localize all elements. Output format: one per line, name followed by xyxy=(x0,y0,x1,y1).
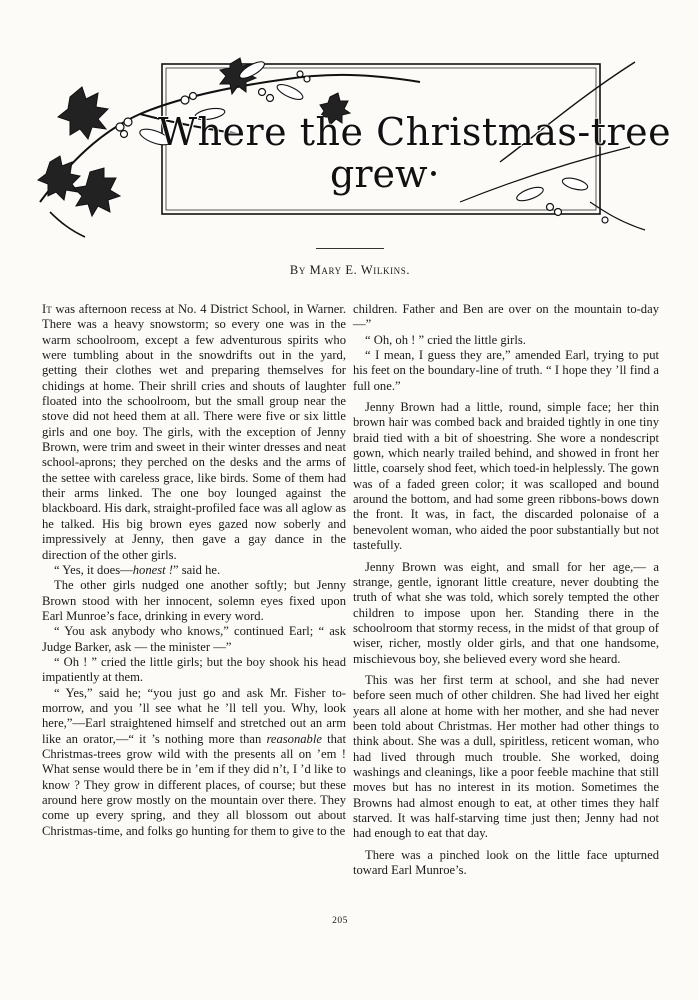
paragraph: “ Oh ! ” cried the little girls; but the boy shook his head impatiently at them. xyxy=(42,654,346,685)
text-column-left xyxy=(42,302,346,839)
paragraph-text: “ Yes, it does— xyxy=(54,562,133,577)
paragraph-text: that Christmas-trees grow wild with the presents all on ’em ! What sense would there be in ’em if they did n’t, I ’d like to know ? They grow in different places, of course; but these around here grow mostly on the mountain over there. They come up every spring, and they all blossom out about Christmas-time, and folks go hunting for them to give to the xyxy=(42,731,346,838)
paragraph: Jenny Brown was eight, and small for her age,— a strange, gentle, ignorant little creature, never doubting the truth of what she was told, which sorely tempted the other children to impose upon her. Standing there in the schoolroom that stormy recess, in the midst of that group of wiser, richer, mostly older girls, and that one handsome, mischievous boy, she believed every word she heard. xyxy=(353,559,659,666)
paragraph: Jenny Brown had a little, round, simple face; her thin brown hair was combed back and braided tightly in one tiny braid tied with a bit of shoestring. She wore a nondescript gown, which nearly trailed behind, and showed in front her little, coarsely shod feet, which toed-in helplessly. The gown was of a faded green color; it was scalloped and bound around the bottom, and had some green ribbons-bows down the front. It was, in fact, the discarded polonaise of a benevolent woman, who aided the poor substantially but not tastefully. xyxy=(353,400,659,553)
paragraph: children. Father and Ben are over on the mountain to-day —” xyxy=(353,302,659,332)
byline-divider xyxy=(316,248,384,249)
page-number: 205 xyxy=(332,916,348,926)
paragraph xyxy=(42,563,346,578)
text-column-right xyxy=(353,302,659,878)
article-title-line-1: Where the Christmas-tree xyxy=(158,110,672,154)
paragraph: “ Oh, oh ! ” cried the little girls. xyxy=(365,332,526,347)
paragraph: The other girls nudged one another softly; but Jenny Brown stood with her innocent, solemn eyes fixed upon Earl Munroe’s face, drinking in every word. xyxy=(42,578,346,623)
author-byline: By Mary E. Wilkins. xyxy=(289,263,411,277)
paragraph: “ I mean, I guess they are,” amended Earl, trying to put his feet on the boundary-line of truth. “ I hope they ’ll find a full one.” xyxy=(353,348,659,393)
article-title-line-2: grew· xyxy=(330,152,440,196)
emphasis-text: reasonable xyxy=(266,731,322,746)
drop-lead-word: It xyxy=(42,302,52,316)
paragraph-text: ” said he. xyxy=(172,562,221,577)
paragraph xyxy=(42,686,346,839)
paragraph xyxy=(42,302,346,563)
paragraph: This was her first term at school, and she had never before seen much of other children. She had lived her eight years all alone at home with her mother, and she had never been told about Christmas. Her mother had other things to think about. She was a dull, spiritless, reticent woman, who had lived through much trouble. She worked, doing washings and cleanings, like a poor feeble machine that still moves but has no interest in its motion. Sometimes the Browns had almost enough to eat, at other times they half starved. It was half-starving time just then; Jenny had not had enough to eat that day. xyxy=(353,672,659,841)
emphasis-text: honest ! xyxy=(132,562,173,577)
paragraph-text: “ Yes,” said he; “you just go and ask Mr. Fisher to-morrow, and you ’ll see what he ’ll tell you. Why, look here,”—Earl straightened himself and stretched out an arm like an orator,—“ it ’s nothing more than xyxy=(42,685,346,746)
paragraph-text: was afternoon recess at No. 4 District School, in Warner. There was a heavy snowstorm; so every one was in the warm schoolroom, except a few adventurous spirits who were tumbling about in the snowdrifts out in the yard, getting their clothes wet and preparing themselves for chidings at home. Their shrill cries and shouts of laughter floated into the schoolroom, but the small group near the stove did not heed them at all. There were five or six little girls and one boy. The girls, with the exception of Jenny Brown, were trim and sweet in their winter dresses and neat school-aprons; they perched on the desks and the arms of the settee with careless grace, like birds. Some of them had their arms linked. The one boy lounged against the blackboard. His dark, straight-profiled face was all aglow as he talked. His big brown eyes gazed now soberly and impressively at Jenny, then gave a gay dance in the direction of the other girls. xyxy=(42,302,346,562)
paragraph: “ You ask anybody who knows,” continued Earl; “ ask Judge Barker, ask — the minister —” xyxy=(42,624,346,654)
paragraph: There was a pinched look on the little face upturned toward Earl Munroe’s. xyxy=(353,847,659,878)
